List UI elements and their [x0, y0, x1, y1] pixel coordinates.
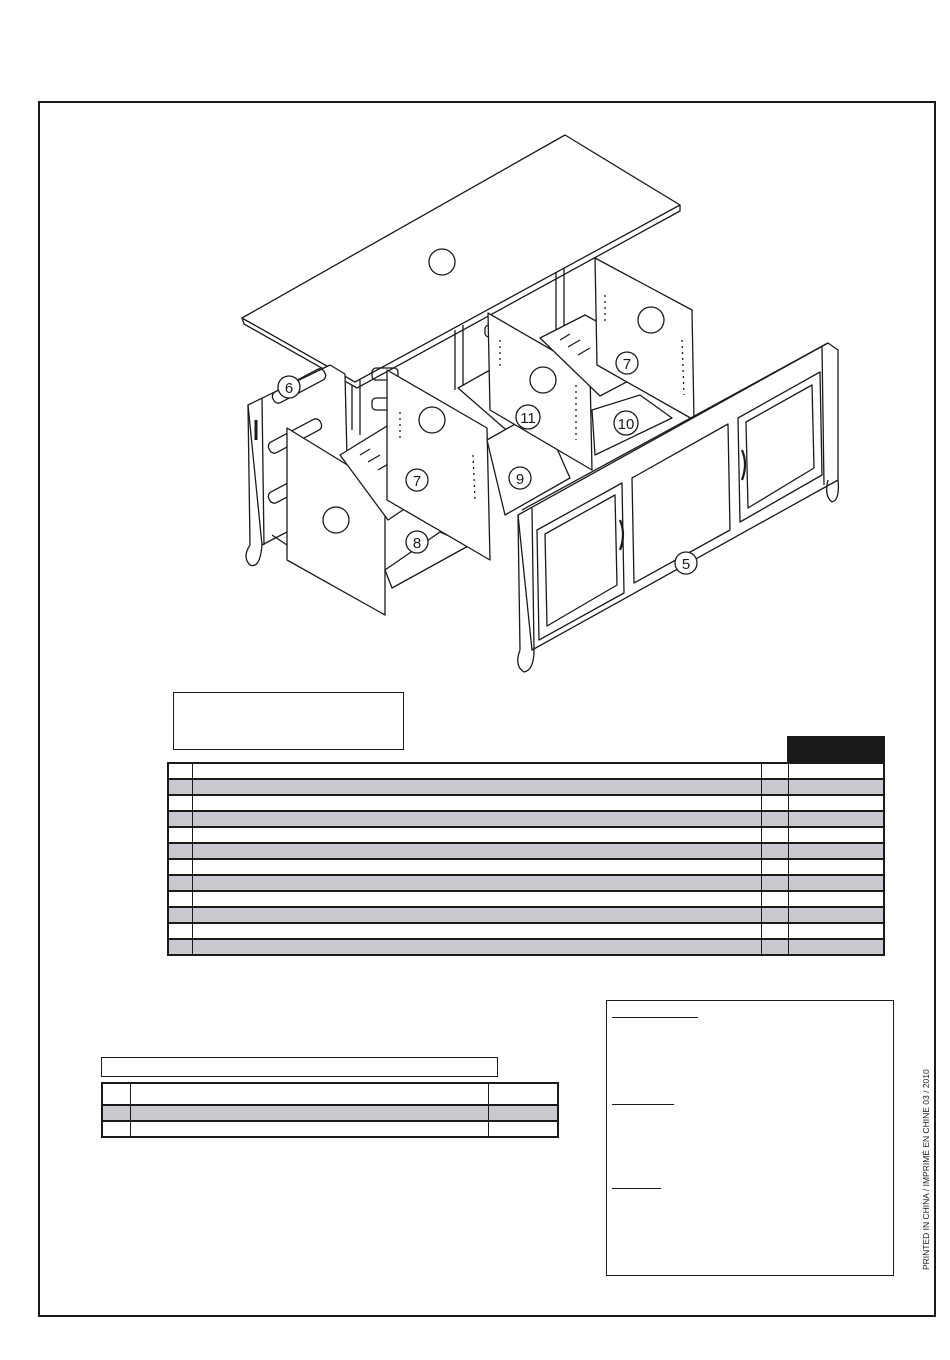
callout-11 — [516, 405, 540, 429]
quantity-header-tab — [787, 736, 885, 762]
table-row — [168, 923, 884, 939]
table-row — [168, 907, 884, 923]
table-row — [168, 811, 884, 827]
callout-7-right — [616, 352, 638, 374]
callout-5 — [675, 552, 697, 574]
table-row — [102, 1083, 558, 1105]
callout-9 — [509, 467, 531, 489]
svg-text:5: 5 — [681, 556, 691, 573]
svg-text:9: 9 — [515, 471, 525, 488]
notes-heading-rule-2 — [612, 1104, 674, 1105]
callout-7-left — [406, 469, 428, 491]
svg-text:7: 7 — [622, 356, 632, 373]
svg-text:6: 6 — [284, 380, 294, 397]
callout-10 — [614, 411, 638, 435]
parts-list-table — [167, 762, 885, 956]
table-row — [168, 859, 884, 875]
table-row — [168, 795, 884, 811]
table-row — [102, 1121, 558, 1137]
table-row — [168, 763, 884, 779]
table-row — [168, 891, 884, 907]
callout-6 — [278, 376, 300, 398]
table-row — [168, 843, 884, 859]
notes-box — [606, 1000, 894, 1276]
svg-text:11: 11 — [520, 410, 536, 427]
table-row — [168, 875, 884, 891]
callout-8 — [406, 531, 428, 553]
hardware-title-box — [101, 1057, 498, 1077]
parts-title-box — [173, 692, 404, 750]
notes-heading-rule-1 — [612, 1017, 698, 1018]
table-row — [168, 827, 884, 843]
table-row — [168, 779, 884, 795]
table-row — [102, 1105, 558, 1121]
svg-text:10: 10 — [617, 416, 635, 433]
svg-text:8: 8 — [412, 535, 422, 552]
svg-text:7: 7 — [412, 473, 422, 490]
notes-heading-rule-3 — [612, 1188, 661, 1189]
table-row — [168, 939, 884, 955]
hardware-table — [101, 1082, 559, 1138]
printed-in-china-footer: PRINTED IN CHINA / IMPRIMÉ EN CHINE 03 / 2010 — [921, 1069, 931, 1270]
